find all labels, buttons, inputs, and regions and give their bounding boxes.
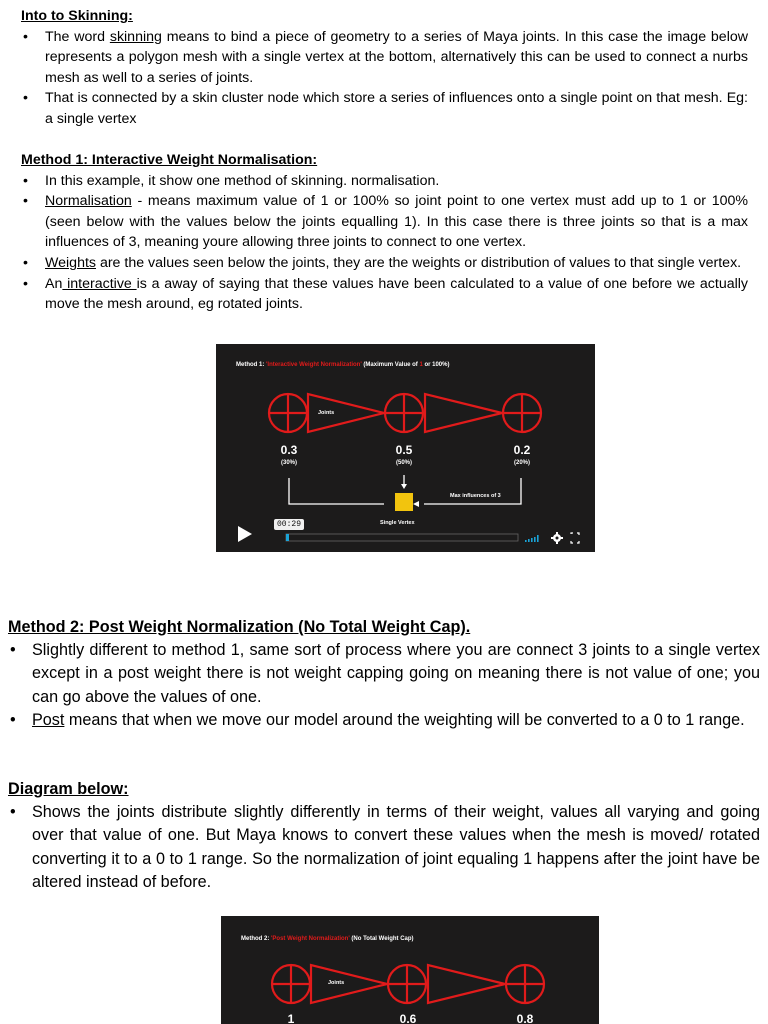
volume-icon: [525, 535, 539, 542]
intro-bullet-list: [21, 27, 748, 130]
bullet-text: In this example, it show one method of skinning. normalisation.: [45, 172, 440, 189]
list-item: [8, 801, 760, 894]
bullet-text: Shows the joints distribute slightly differently in terms of their weight, values all varying and going over that value of one. But Maya knows to convert these values when the mesh is moved/ rotated converting it to a 0 to 1 range. So the normalization of joint equaling 1 happens after the joint have be altered instead of before.: [32, 803, 760, 891]
joint-chain-diagram-2: [221, 916, 599, 1024]
list-item: [21, 191, 748, 253]
bone-2-icon: [425, 394, 502, 432]
arrow-down-icon: [401, 484, 407, 489]
joint-1-value-2: 1: [287, 1012, 295, 1024]
joint-3-value: 0.2: [513, 443, 531, 457]
underlined-term: Post: [32, 710, 65, 729]
joint-1-icon: [272, 965, 310, 1003]
joint-1-value: 0.3: [280, 443, 298, 457]
bone-2-icon: [428, 965, 505, 1003]
joint-3-icon: [506, 965, 544, 1003]
underlined-term: Normalisation: [45, 193, 132, 210]
bullet-text: means to bind a piece of geometry to a series of Maya joints. In this case the image below represents a polygon mesh with a single vertex at the bottom, alternatively this can be used to connect a nurbs mesh as well to a series of joints.: [45, 28, 748, 86]
underlined-term: skinning: [109, 28, 162, 45]
video-player-method1[interactable]: [216, 344, 595, 552]
heading-intro: Into to Skinning:: [21, 8, 133, 24]
joint-2-percent: (50%): [395, 460, 412, 466]
joints-label-2: Joints: [328, 980, 345, 986]
video-player-method2[interactable]: [221, 916, 599, 1024]
underlined-term: interactive: [62, 275, 137, 292]
method1-bullet-list: [21, 171, 748, 315]
single-vertex-label: Single Vertex: [380, 520, 415, 526]
single-vertex-icon: [395, 493, 413, 511]
bullet-text: is a away of saying that these values have been calculated to a value of one before we actually move the mesh around, eg rotated joints.: [45, 275, 748, 313]
arrow-left-icon: [413, 501, 419, 507]
joint-1-icon: [269, 394, 307, 432]
bullet-text: - means maximum value of 1 or 100% so joint point to one vertex must add up to 1 or 100% (seen below with the values below the joints equalling 1). In this case there is three joints so that is a max influences of 3, meaning youre allowing three joints to connect to one vertex.: [45, 193, 748, 251]
joint-2-icon: [388, 965, 426, 1003]
underlined-term: Weights: [45, 254, 96, 271]
joints-label: Joints: [318, 410, 335, 416]
method2-bullet-list: [8, 639, 760, 732]
bone-1-icon: [311, 965, 387, 1003]
section-method1: [21, 150, 748, 315]
heading-method2: Method 2: Post Weight Normalization (No Total Weight Cap).: [8, 618, 471, 636]
video-title: Method 1: 'Interactive Weight Normalization' (Maximum Value of 1 or 100%): [236, 362, 450, 368]
video-time: 00:29: [274, 519, 304, 530]
bullet-text: That is connected by a skin cluster node which store a series of influences onto a single point on that mesh. Eg: a single vertex: [45, 90, 748, 127]
heading-diagram: Diagram below:: [8, 780, 129, 798]
bullet-text: An: [45, 275, 63, 292]
joint-2-value-2: 0.6: [399, 1012, 417, 1024]
progress-fill: [286, 534, 289, 541]
section-method2: [8, 616, 760, 732]
list-item: [21, 274, 748, 315]
joint-2-value: 0.5: [395, 443, 413, 457]
list-item: [21, 171, 748, 192]
list-item: [21, 88, 748, 129]
play-icon[interactable]: [236, 524, 256, 544]
bullet-text: means that when we move our model around the weighting will be converted to a 0 to 1 range.: [64, 710, 745, 729]
list-item: [8, 639, 760, 709]
list-item: [21, 253, 748, 274]
bullet-text: The word: [45, 28, 110, 45]
progress-track: [286, 534, 518, 541]
joint-3-icon: [503, 394, 541, 432]
fullscreen-icon: [571, 533, 579, 543]
diagram-bullet-list: [8, 801, 760, 894]
max-influences-label: Max influences of 3: [450, 493, 501, 499]
bullet-text: are the values seen below the joints, they are the weights or distribution of values to that single vertex.: [96, 254, 742, 271]
settings-icon: [551, 532, 563, 544]
joint-3-percent: (20%): [513, 460, 530, 466]
bullet-text: Slightly different to method 1, same sort of process where you are connect 3 joints to a single vertex except in a post weight there is not weight capping going on meaning there is not value of one; you can go above the values of one.: [32, 641, 760, 706]
joint-2-icon: [385, 394, 423, 432]
joint-3-value-2: 0.8: [516, 1012, 534, 1024]
list-item: [21, 27, 748, 89]
joint-1-percent: (30%): [280, 460, 297, 466]
section-diagram: [8, 778, 760, 894]
video2-title: Method 2: 'Post Weight Normalization' (No Total Weight Cap): [241, 936, 414, 942]
list-item: [8, 709, 760, 732]
heading-method1: Method 1: Interactive Weight Normalisation:: [21, 152, 318, 168]
section-intro: [21, 6, 748, 130]
